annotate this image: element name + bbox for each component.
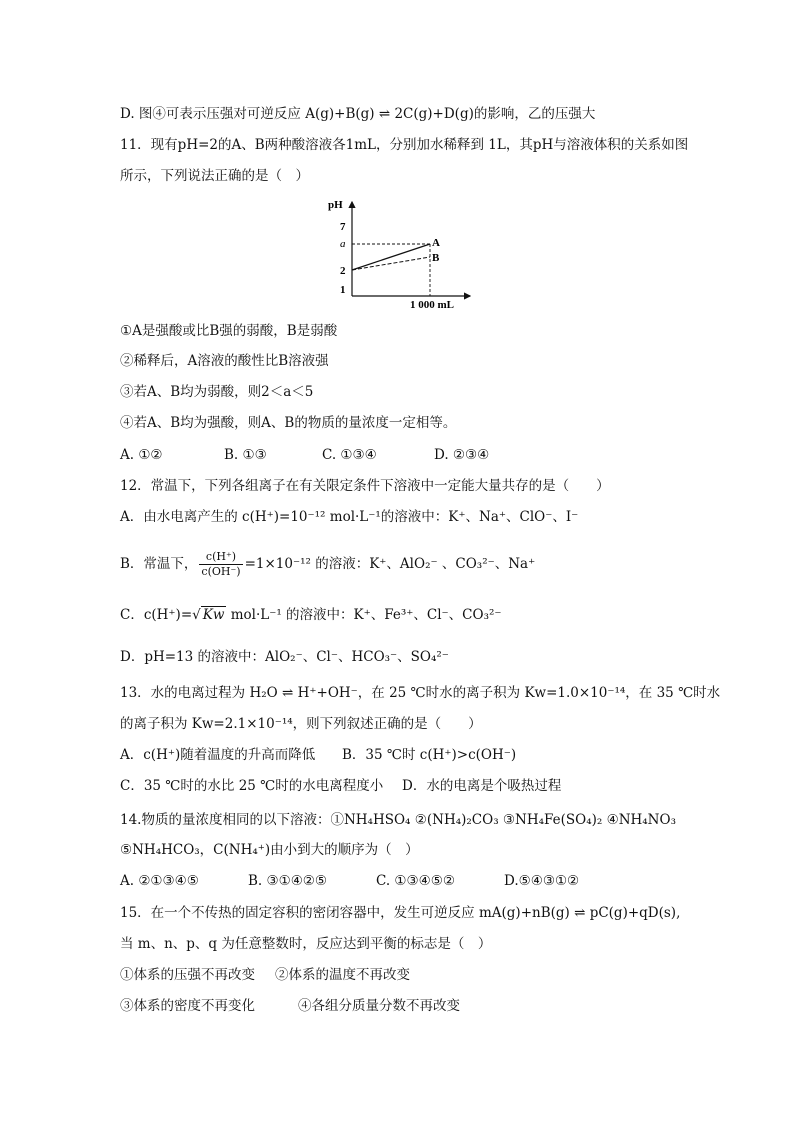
q11-choice-a[interactable]: A. ①②: [120, 447, 163, 463]
q13-choice-a[interactable]: A．c(H⁺)随着温度的升高而降低: [120, 747, 316, 763]
curve-b-label: B: [432, 252, 440, 264]
q13-stem-line2: 的离子积为 Kw=2.1×10⁻¹⁴，则下列叙述正确的是（ ）: [120, 716, 482, 732]
q11-statement-1: ①A是强酸或比B强的弱酸，B是弱酸: [120, 323, 338, 339]
q11-statement-2: ②稀释后，A溶液的酸性比B溶液强: [120, 353, 329, 369]
curve-a: [352, 244, 430, 270]
q14-choice-c[interactable]: C. ①③④⑤②: [376, 873, 455, 889]
q14-stem-line1: 14.物质的量浓度相同的以下溶液：①NH₄HSO₄ ②(NH₄)₂CO₃ ③NH₄Fe(SO₄)₂ ④NH₄NO₃: [120, 812, 676, 828]
x-axis-label: 1 000 mL: [410, 299, 454, 310]
q12-option-a: A．由水电离产生的 c(H⁺)=10⁻¹² mol·L⁻¹的溶液中：K⁺、Na⁺、ClO⁻、I⁻: [120, 509, 579, 525]
ytick-1: 1: [340, 284, 346, 296]
q11-choice-d[interactable]: D. ②③④: [434, 447, 490, 463]
q12-stem: 12．常温下，下列各组离子在有关限定条件下溶液中一定能大量共存的是（ ）: [120, 478, 610, 494]
q13-choice-b[interactable]: B．35 ℃时 c(H⁺)>c(OH⁻): [342, 747, 517, 763]
q14-choice-b[interactable]: B. ③①④②⑤: [248, 873, 328, 889]
q10-option-d: D. 图④可表示压强对可逆反应 A(g)+B(g) ⇌ 2C(g)+D(g)的影响，乙的压强大: [120, 106, 596, 122]
q11-choice-c[interactable]: C. ①③④: [322, 447, 377, 463]
q12-b-numerator: c(H⁺): [199, 550, 242, 565]
q12-c-prefix: C．c(H⁺)=: [120, 607, 193, 623]
q12-b-suffix: =1×10⁻¹² 的溶液：K⁺、AlO₂⁻ 、CO₃²⁻、Na⁺: [244, 556, 536, 572]
q12-b-fraction: [199, 550, 242, 579]
q15-options-row1: [120, 965, 694, 985]
q15-stem-line1: 15．在一个不传热的固定容积的密闭容器中，发生可逆反应 mA(g)+nB(g) ⇌ pC(g)+qD(s),: [120, 905, 681, 921]
ytick-a: a: [340, 238, 346, 250]
q13-choices-row1: [120, 745, 694, 765]
q15-stem-line2: 当 m、n、p、q 为任意整数时，反应达到平衡的标志是（ ）: [120, 936, 492, 952]
ytick-2: 2: [340, 265, 346, 277]
q12-option-b: [120, 549, 694, 579]
q12-b-prefix: B．常温下，: [120, 556, 198, 572]
y-axis-label: pH: [328, 199, 343, 211]
q11-statement-3: ③若A、B均为弱酸，则2＜a＜5: [120, 384, 314, 400]
q11-statement-4: ④若A、B均为强酸，则A、B的物质的量浓度一定相等。: [120, 415, 457, 431]
q14-choice-d[interactable]: D.⑤④③①②: [504, 873, 580, 889]
ytick-7: 7: [340, 221, 346, 233]
q12-c-suffix: mol·L⁻¹ 的溶液中：K⁺、Fe³⁺、Cl⁻、CO₃²⁻: [226, 607, 502, 623]
curve-a-label: A: [432, 237, 440, 249]
q15-option-3: ③体系的密度不再变化: [120, 998, 255, 1014]
q13-choices-row2: [120, 776, 694, 796]
ph-dilution-graph: [320, 196, 480, 310]
q13-choice-c[interactable]: C．35 ℃时的水比 25 ℃时的水电离程度小: [120, 778, 384, 794]
q11-choice-b[interactable]: B. ①③: [224, 447, 267, 463]
q14-choice-a[interactable]: A. ②①③④⑤: [120, 873, 199, 889]
q15-options-row2: [120, 996, 694, 1016]
q11-stem-line1: 11．现有pH=2的A、B两种酸溶液各1mL，分别加水稀释到 1L，其pH与溶液体积的关系如图: [120, 137, 689, 153]
q14-stem-line2: ⑤NH₄HCO₃，C(NH₄⁺)由小到大的顺序为（ ）: [120, 842, 419, 858]
q15-option-1: ①体系的压强不再改变: [120, 967, 255, 983]
q12-c-radicand: Kw: [202, 607, 225, 623]
q12-option-d: D．pH=13 的溶液中：AlO₂⁻、Cl⁻、HCO₃⁻、SO₄²⁻: [120, 649, 449, 665]
q14-choices: [120, 871, 694, 891]
q13-choice-d[interactable]: D．水的电离是个吸热过程: [402, 778, 562, 794]
q12-option-c: [120, 605, 694, 625]
q13-stem-line1: 13．水的电离过程为 H₂O ⇌ H⁺+OH⁻，在 25 ℃时水的离子积为 Kw=1.0×10⁻¹⁴，在 35 ℃时水: [120, 685, 721, 701]
q11-stem-line2: 所示，下列说法正确的是（ ）: [120, 168, 309, 184]
sqrt-icon: √: [192, 607, 201, 623]
curve-b: [352, 257, 430, 270]
q15-option-4: ④各组分质量分数不再改变: [298, 998, 460, 1014]
q15-option-2: ②体系的温度不再改变: [275, 967, 410, 983]
q12-b-denominator: c(OH⁻): [201, 565, 241, 578]
q11-choices: [120, 445, 694, 465]
